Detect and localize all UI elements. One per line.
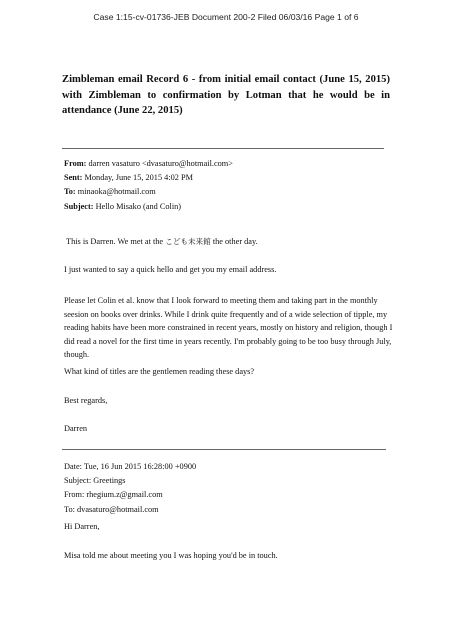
email1-paragraph-4: What kind of titles are the gentlemen reading these days? (64, 367, 255, 376)
from-value: darren vasaturo <dvasaturo@hotmail.com> (88, 159, 233, 168)
divider-top (62, 148, 384, 149)
from-label: From: (64, 159, 87, 168)
email1-greeting (66, 235, 396, 249)
subject-label: Subject: (64, 201, 94, 211)
subject-value: Hello Misako (and Colin) (95, 201, 182, 211)
email1-from-row (64, 157, 233, 171)
greeting-tail: the other day. (210, 237, 258, 246)
email2-subject-row (64, 474, 196, 488)
to-value: dvasaturo@hotmail.com (77, 504, 159, 514)
email2-from-row (64, 488, 196, 502)
email2-to-row (64, 503, 196, 517)
from-label: From: (64, 490, 85, 500)
sent-label: Sent: (64, 173, 83, 183)
date-label: Date: (64, 462, 82, 471)
place-name: こども未来館 (165, 237, 211, 246)
greeting-text: This is Darren. We met at the (66, 237, 166, 246)
email1-to-row (64, 185, 233, 199)
email1-paragraph-2: I just wanted to say a quick hello and get you my email address. (64, 265, 277, 274)
email1-subject-row (64, 200, 233, 214)
from-value: rhegium.z@gmail.com (86, 490, 163, 500)
to-label: To: (64, 504, 75, 514)
email1-paragraph-3: Please let Colin et al. know that I look forward to meeting them and taking part in the monthly seesion on books over drinks. While I drink quite frequently and of a wide selection of tipple, my reading habits have been more constrained in recent years, mostly on history and religion, though I did read a novel for the first time in years recently. I'm probably going to be too busy through July, though. (64, 296, 393, 359)
subject-value: Greetings (93, 476, 126, 486)
case-header: Case 1:15-cv-01736-JEB Document 200-2 Filed 06/03/16 Page 1 of 6 (93, 12, 359, 22)
to-value: minaoka@hotmail.com (77, 187, 156, 197)
divider-middle (62, 449, 386, 450)
email1-closing: Best regards, (64, 396, 108, 405)
email2-body: Misa told me about meeting you I was hoping you'd be in touch. (64, 551, 278, 560)
email2-date-row (64, 460, 196, 474)
sent-value: Monday, June 15, 2015 4:02 PM (84, 173, 193, 183)
email2-header (64, 460, 196, 517)
email1-signature: Darren (64, 424, 88, 433)
email1-sent-row (64, 171, 233, 185)
subject-label: Subject: (64, 476, 92, 486)
document-title: Zimbleman email Record 6 - from initial email contact (June 15, 2015) with Zimbleman to confirmation by Lotman that he would be in attendance (June 22, 2015) (62, 74, 390, 116)
date-value: Tue, 16 Jun 2015 16:28:00 +0900 (83, 462, 197, 471)
email1-header (64, 157, 233, 214)
to-label: To: (64, 187, 76, 197)
email2-greeting: Hi Darren, (64, 522, 100, 531)
